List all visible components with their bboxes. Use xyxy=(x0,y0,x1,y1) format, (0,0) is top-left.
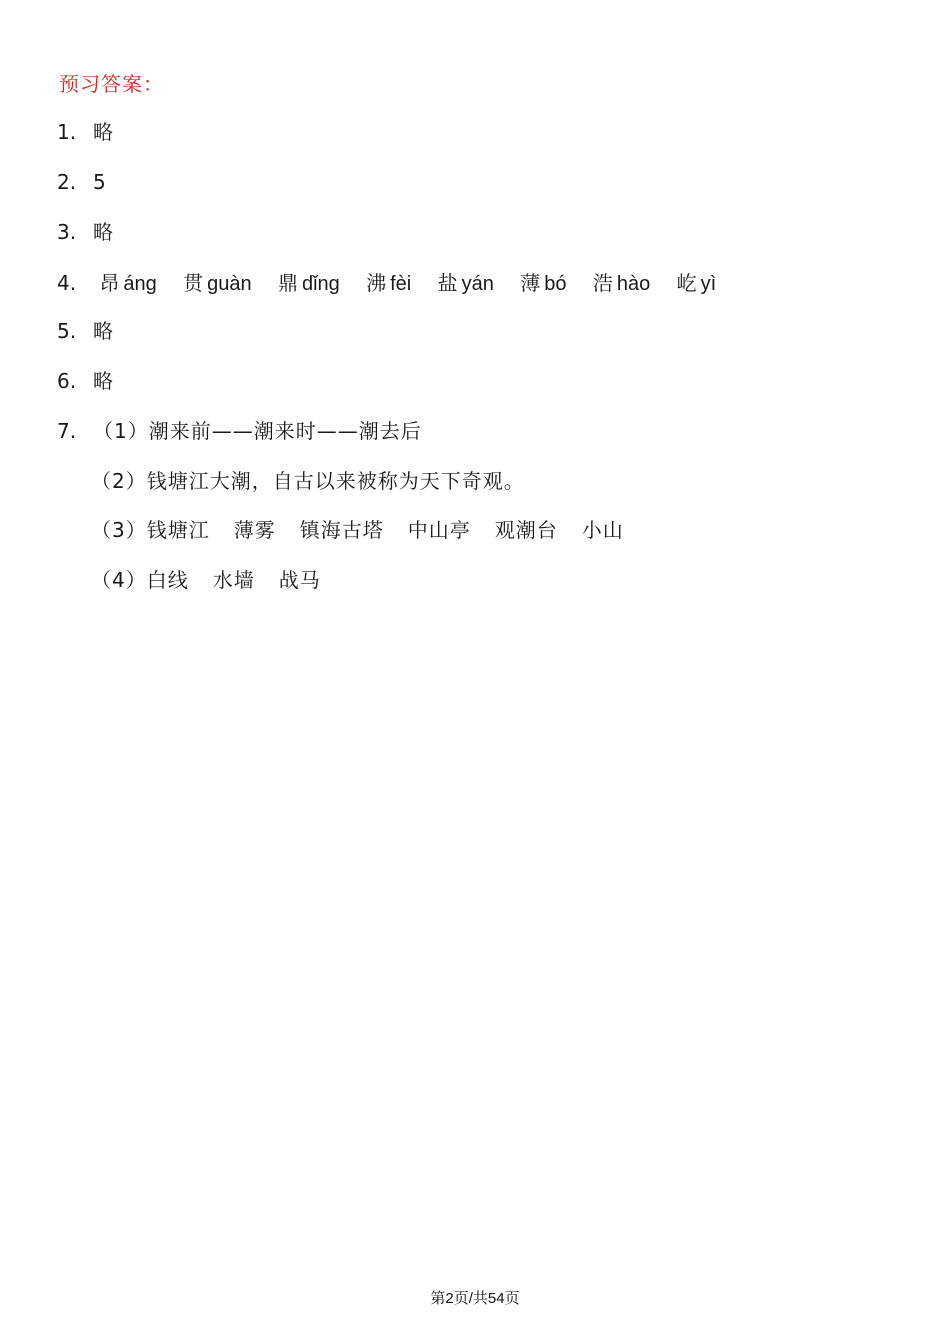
pinyin: dǐng xyxy=(301,273,340,295)
pinyin-entry xyxy=(593,269,650,298)
item-number: 6. xyxy=(57,369,77,393)
item-number: 4. xyxy=(57,271,77,295)
hanzi: 盐 xyxy=(437,271,458,295)
word: 镇海古塔 xyxy=(299,518,384,542)
page-number-footer: 第2页/共54页 xyxy=(430,1290,520,1307)
sub-label: （4） xyxy=(91,568,147,592)
word: 白线 xyxy=(146,568,189,592)
word: 中山亭 xyxy=(407,518,471,542)
hanzi: 昂 xyxy=(99,271,120,295)
hanzi: 屹 xyxy=(676,271,697,295)
answer-sub-4 xyxy=(91,566,321,594)
pinyin-entry xyxy=(438,269,494,298)
item-number: 5. xyxy=(57,319,77,343)
pinyin-entry xyxy=(99,269,156,298)
item-text: （1）潮来前——潮来时——潮去后 xyxy=(93,419,422,443)
answer-sub-3 xyxy=(91,516,624,544)
answer-heading: 预习答案： xyxy=(59,72,164,96)
sub-label: （3） xyxy=(91,518,147,542)
hanzi: 薄 xyxy=(520,271,541,295)
hanzi: 鼎 xyxy=(277,271,298,295)
word: 水墙 xyxy=(212,568,255,592)
word: 钱塘江 xyxy=(146,518,210,542)
pinyin: guàn xyxy=(207,273,252,295)
item-number: 2. xyxy=(57,170,77,194)
answer-item-6 xyxy=(57,367,113,395)
pinyin: áng xyxy=(123,273,157,295)
pinyin-entry xyxy=(278,269,340,298)
pinyin: bó xyxy=(544,273,567,295)
item-number: 3. xyxy=(57,220,77,244)
pinyin: yì xyxy=(700,273,717,295)
answer-item-4 xyxy=(57,269,736,298)
hanzi: 沸 xyxy=(366,271,387,295)
answer-item-1 xyxy=(57,118,113,146)
item-number: 1. xyxy=(57,120,77,144)
pinyin: hào xyxy=(616,273,651,295)
item-text: 略 xyxy=(93,369,113,393)
item-text: 略 xyxy=(93,319,113,343)
answer-item-3 xyxy=(57,218,113,246)
item-text: 5 xyxy=(93,170,106,194)
word: 薄雾 xyxy=(233,518,276,542)
hanzi: 贯 xyxy=(183,271,204,295)
pinyin: fèi xyxy=(390,273,412,295)
item-number: 7. xyxy=(57,419,77,443)
word: 战马 xyxy=(278,568,321,592)
item-text: 略 xyxy=(93,220,113,244)
answer-item-7 xyxy=(57,417,422,445)
answer-item-5 xyxy=(57,317,113,345)
item-text: 略 xyxy=(93,120,113,144)
pinyin-entry xyxy=(183,269,252,298)
answer-item-2 xyxy=(57,168,106,196)
pinyin-entry xyxy=(677,269,717,298)
hanzi: 浩 xyxy=(592,271,613,295)
pinyin: yán xyxy=(461,273,494,295)
pinyin-entry xyxy=(366,269,411,298)
word: 观潮台 xyxy=(494,518,558,542)
answer-sub-2: （2）钱塘江大潮，自古以来被称为天下奇观。 xyxy=(91,469,525,493)
pinyin-list xyxy=(93,271,736,295)
word: 小山 xyxy=(581,518,624,542)
pinyin-entry xyxy=(520,269,566,298)
